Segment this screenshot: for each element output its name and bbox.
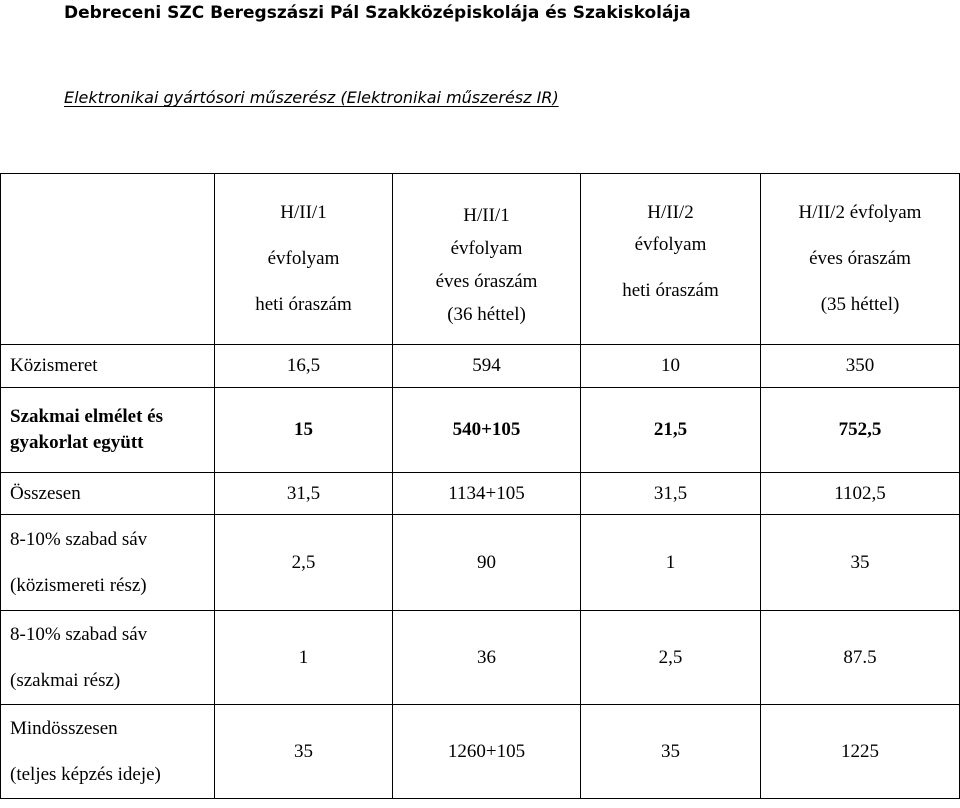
- table-row: [1, 388, 960, 473]
- column-header-line: évfolyam: [450, 238, 523, 259]
- row-label-line: 8-10% szabad sáv: [10, 528, 148, 550]
- program-title: Elektronikai gyártósori műszerész (Elektronikai műszerész IR): [64, 88, 559, 107]
- table-cell: 2,5: [581, 611, 761, 705]
- table-cell: 1225: [761, 705, 960, 799]
- column-header: [581, 174, 761, 345]
- column-header: [215, 174, 393, 345]
- table-cell: 1260+105: [393, 705, 581, 799]
- table-cell: 36: [393, 611, 581, 705]
- row-label-line: (közismereti rész): [10, 574, 147, 596]
- column-header: [393, 174, 581, 345]
- row-label: [1, 473, 215, 515]
- column-header-line: évfolyam: [267, 248, 340, 269]
- table-cell: 1: [215, 611, 393, 705]
- column-header-line: évfolyam: [634, 234, 707, 255]
- column-header: [761, 174, 960, 345]
- column-header-line: H/II/1: [463, 205, 510, 226]
- table-cell: 21,5: [581, 388, 761, 473]
- row-label: [1, 345, 215, 388]
- column-header-line: (36 héttel): [447, 304, 526, 325]
- table-row: [1, 345, 960, 388]
- row-label-line: gyakorlat együtt: [10, 432, 144, 453]
- row-label-line: Közismeret: [10, 355, 98, 376]
- table-header-row: [1, 174, 960, 345]
- table-cell: 87.5: [761, 611, 960, 705]
- row-label-line: Szakmai elmélet és: [10, 406, 164, 427]
- table-cell: 35: [761, 515, 960, 611]
- row-label-line: Összesen: [10, 482, 81, 504]
- column-header-line: heti óraszám: [622, 280, 719, 301]
- row-label: [1, 611, 215, 705]
- table-cell: 90: [393, 515, 581, 611]
- table-cell: 15: [215, 388, 393, 473]
- table-cell: 35: [581, 705, 761, 799]
- table-cell: 31,5: [581, 473, 761, 515]
- table-cell: 10: [581, 345, 761, 388]
- column-header-line: éves óraszám: [809, 248, 911, 269]
- row-label-line: Mindösszesen: [10, 717, 118, 739]
- table-row: [1, 611, 960, 705]
- column-header-line: éves óraszám: [435, 271, 538, 292]
- table-cell: 540+105: [393, 388, 581, 473]
- table-row: [1, 705, 960, 799]
- table-cell: 594: [393, 345, 581, 388]
- school-name: Debreceni SZC Beregszászi Pál Szakközépiskolája és Szakiskolája: [64, 3, 691, 23]
- column-header-line: H/II/2: [647, 202, 694, 223]
- table-cell: 1102,5: [761, 473, 960, 515]
- table-cell: 31,5: [215, 473, 393, 515]
- row-label-line: (teljes képzés ideje): [10, 763, 161, 785]
- table-cell: 35: [215, 705, 393, 799]
- row-label: [1, 515, 215, 611]
- table-cell: 16,5: [215, 345, 393, 388]
- row-label: [1, 705, 215, 799]
- table-row: [1, 473, 960, 515]
- hours-table: [0, 173, 960, 799]
- table-cell: 2,5: [215, 515, 393, 611]
- table-cell: 1134+105: [393, 473, 581, 515]
- table-row: [1, 515, 960, 611]
- table-cell: 1: [581, 515, 761, 611]
- table-cell: 350: [761, 345, 960, 388]
- row-label: [1, 388, 215, 473]
- column-header-line: (35 héttel): [820, 294, 900, 315]
- header-empty-cell: [1, 174, 215, 345]
- row-label-line: 8-10% szabad sáv: [10, 623, 148, 645]
- column-header-line: H/II/2 évfolyam: [798, 202, 922, 223]
- table-cell: 752,5: [761, 388, 960, 473]
- row-label-line: (szakmai rész): [10, 669, 121, 691]
- column-header-line: heti óraszám: [255, 294, 352, 315]
- column-header-line: H/II/1: [280, 202, 327, 223]
